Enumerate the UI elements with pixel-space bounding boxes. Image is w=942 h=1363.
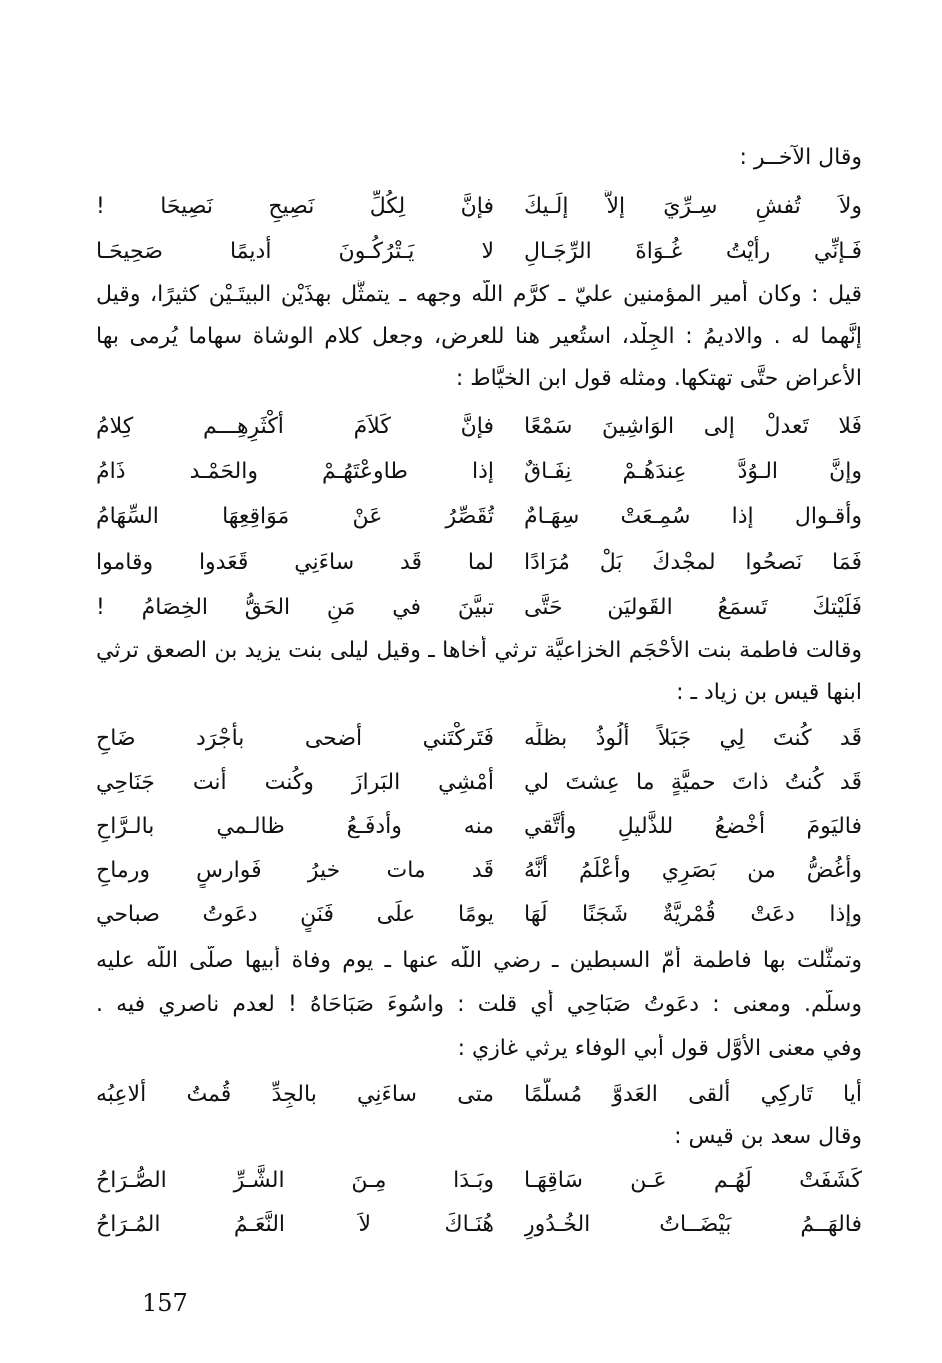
prose-line: وفي معنى الأوَّل قول أبي الوفاء يرثي غازي : [457,1036,862,1061]
verse-first-hemistich: ولاَ تُفشِ سِـرِّيَ إلاَّ إلَـيكَ [524,194,862,219]
verse-second-hemistich: إذا طاوعْتَهُـمْ والحَمْـد ذَامُ [96,459,494,484]
verse-first-hemistich: فَـإنِّي رأيْتُ غُـوَاةَ الرِّجَـالِ [524,239,862,264]
prose-line: إنَّهما له . والاديمُ : الجِلْد، استُعير هنا للعرض، وجعل كلام الوشاة سهاما يُرمى بها [96,324,862,349]
verse-line [96,766,862,800]
verse-second-hemistich: متى ساءَنِي بالجِدِّ قُمتُ ألاعِبُه [96,1082,494,1107]
verse-second-hemistich: وبَـدَا مِـنَ الشَّـرِّ الصُّـرَاحُ [96,1168,494,1193]
verse-second-hemistich: قَد مات خيرُ فَوارسٍ ورماحِ [96,858,494,883]
verse-first-hemistich: كَشَفَتْ لَهُـم عَـن سَاقِهَـا [524,1168,862,1193]
verse-first-hemistich: وإنَّ الـوُدَّ عِندَهُـمْ نِفَـاقٌ [524,459,862,484]
verse-line [96,898,862,932]
verse-line [96,1208,862,1242]
verse-first-hemistich: وإذا دعَتْ قُمْريَّةٌ شَجَنًا لَهَا [524,902,862,927]
verse-line [96,1078,862,1112]
verse-first-hemistich: فالهَــمُ بَيْضَــاتُ الخُـدُورِ [524,1212,862,1237]
verse-second-hemistich: تبيَّنَ في مَنِ الحَقُّ الخِصَامُ ! [96,595,494,620]
prose-line: ابنها قيس بن زياد ـ : [676,680,862,705]
verse-second-hemistich: لما قَد ساءَنِي قَعَدوا وقاموا [96,550,494,575]
verse-first-hemistich: قَد كُنتُ ذاتَ حميَّةٍ ما عِشتَ لي [524,770,862,795]
verse-line [96,722,862,756]
verse-first-hemistich: فَلا تَعدلْ إلى الوَاشِينَ سَمْعًا [524,414,862,439]
verse-line [96,500,862,534]
verse-first-hemistich: قَد كُنتَ لِي جَبَلاً ألُوذُ بظلِّه [524,726,862,751]
verse-line [96,1164,862,1198]
verse-second-hemistich: هُنَـاكَ لاَ النَّعَـمُ المُـرَاحُ [96,1212,494,1237]
prose-line: الأعراض حتَّى تهتكها. ومثله قول ابن الخيَّاط : [455,366,862,391]
verse-second-hemistich: فَتَركْتَني أضحى بأجْرَد ضَاحِ [96,726,494,751]
verse-second-hemistich: فإنَّ لِكُلِّ نَصِيحِ نَصِيحَا ! [96,194,494,219]
verse-second-hemistich: لا يَـتْرُكُـونَ أديمًا صَحِيحَـا [96,239,494,264]
verse-line [96,190,862,224]
prose-line: وتمثَّلت بها فاطمة أمّ السبطين ـ رضي اللّه عنها ـ يوم وفاة أبيها صلَّى اللّه عليه [96,948,862,973]
verse-second-hemistich: فإنَّ كَلاَمَ أكْثَرِهِـــم كِلامُ [96,414,494,439]
page-number: 157 [142,1289,188,1317]
verse-first-hemistich: فَلَيْتكَ تَسمَعُ القَوليَن حَتَّى [524,595,862,620]
prose-line: وسلَّم. ومعنى : دعَوتُ صَبَاحِي أي قلت : واسُوءَ صَبَاحَاهُ ! لعدم ناصري فيه . [96,992,862,1017]
verse-line [96,235,862,269]
verse-line [96,591,862,625]
verse-first-hemistich: أيا تَاركِي ألقى العَدوَّ مُسلَّمًا [524,1082,862,1107]
verse-line [96,410,862,444]
verse-first-hemistich: وأغُضُّ من بَصَرِي وأعْلَمُ أنَّهُ [524,858,862,883]
verse-line [96,546,862,580]
prose-line: وقال سعد بن قيس : [674,1124,862,1149]
verse-line [96,810,862,844]
verse-first-hemistich: فاليَومَ أخْضعُ للذَّليلِ وأتَّقي [524,814,862,839]
verse-line [96,455,862,489]
verse-second-hemistich: منه وأدفَـعُ ظالـمي بالـرَّاحِ [96,814,494,839]
verse-second-hemistich: تُقَصِّرُ عَنْ مَوَاقِعِهَا السِّهَامُ [96,504,494,529]
verse-second-hemistich: أمْشِي البَرازَ وكُنت أنت جَنَاحِي [96,770,494,795]
verse-first-hemistich: وأقـوال إذا سُمِـعَتْ سِهَـامٌ [524,504,862,529]
verse-line [96,854,862,888]
prose-line: وقال الآخــر : [739,145,862,170]
prose-line: وقالت فاطمة بنت الأحْجَم الخزاعيَّة ترثي أخاها ـ وقيل ليلى بنت يزيد بن الصعق ترثي [96,638,862,663]
verse-second-hemistich: يومًا علَى فَنَنٍ دعَوتُ صباحي [96,902,494,927]
prose-line: قيل : وكان أمير المؤمنين عليّ ـ كرَّم اللّه وجهه ـ يتمثَّل بهذَيْن البيتَـيْن كثيرًا، وقيل [96,282,862,307]
verse-first-hemistich: فَمَا نَصحُوا لمجْدكَ بَلْ مُرَادًا [524,550,862,575]
